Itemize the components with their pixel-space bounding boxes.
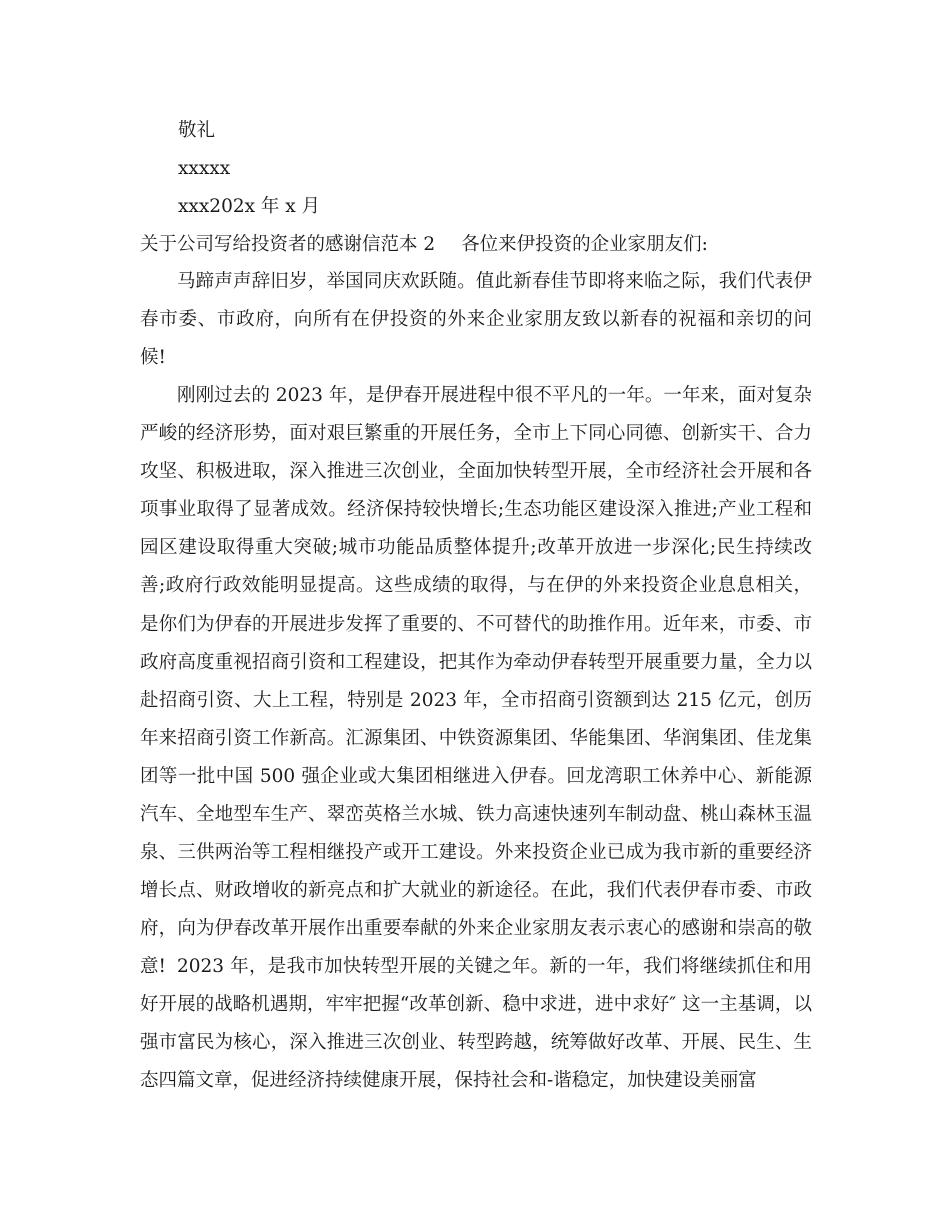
letter-greeting: 各位来伊投资的企业家朋友们: — [461, 234, 708, 255]
closing-signer: xxxxx — [178, 158, 231, 179]
letter-title: 关于公司写给投资者的感谢信范本 2 — [140, 234, 436, 255]
body-paragraph-1: 马蹄声声辞旧岁，举国同庆欢跃随。值此新春佳节即将来临之际，我们代表伊春市委、市政府，向所有在伊投资的外来企业家朋友致以新春的祝福和亲切的问候! — [140, 271, 812, 369]
letter-heading-line — [140, 232, 708, 258]
closing-salute: 敬礼 — [178, 120, 216, 141]
body-paragraph-3: 2023 年，是我市加快转型开展的关键之年。新的一年，我们将继续抓住和用好开展的战略机遇期，牢牢把握“改革创新、稳中求进，进中求好″ 这一主基调，以强市富民为核心，深入推进三次创业、转型跨越，统筹做好改革、开展、民生、生态四篇文章，促进经济持续健康开展，保持社会和-谐稳定，加快建设美丽富 — [140, 956, 812, 1092]
body-paragraph-2: 刚刚过去的 2023 年，是伊春开展进程中很不平凡的一年。一年来，面对复杂严峻的经济形势，面对艰巨繁重的开展任务，全市上下同心同德、创新实干、合力攻坚、积极进取，深入推进三次创业，全面加快转型开展，全市经济社会开展和各项事业取得了显著成效。经济保持较快增长;生态功能区建设深入推进;产业工程和园区建设取得重大突破;城市功能品质整体提升;改革开放进一步深化;民生持续改善;政府行政效能明显提高。这些成绩的取得，与在伊的外来投资企业息息相关，是你们为伊春的开展进步发挥了重要的、不可替代的助推作用。近年来，市委、市政府高度重视招商引资和工程建设，把其作为牵动伊春转型开展重要力量，全力以赴招商引资、大上工程，特别是 2023 年，全市招商引资额到达 215 亿元，创历年来招商引资工作新高。汇源集团、中铁资源集团、华能集团、华润集团、佳龙集团等一批中国 500 强企业或大集团相继进入伊春。回龙湾职工休养中心、新能源汽车、全地型车生产、翠峦英格兰水城、铁力高速快速列车制动盘、桃山森林玉温泉、三供两治等工程相继投产或开工建设。外来投资企业已成为我市新的重要经济增长点、财政增收的新亮点和扩大就业的新途径。在此，我们代表伊春市委、市政府，向为伊春改革开展作出重要奉献的外来企业家朋友表示衷心的感谢和崇高的敬意! — [140, 385, 812, 978]
closing-date: xxx202x 年 x 月 — [178, 196, 321, 217]
